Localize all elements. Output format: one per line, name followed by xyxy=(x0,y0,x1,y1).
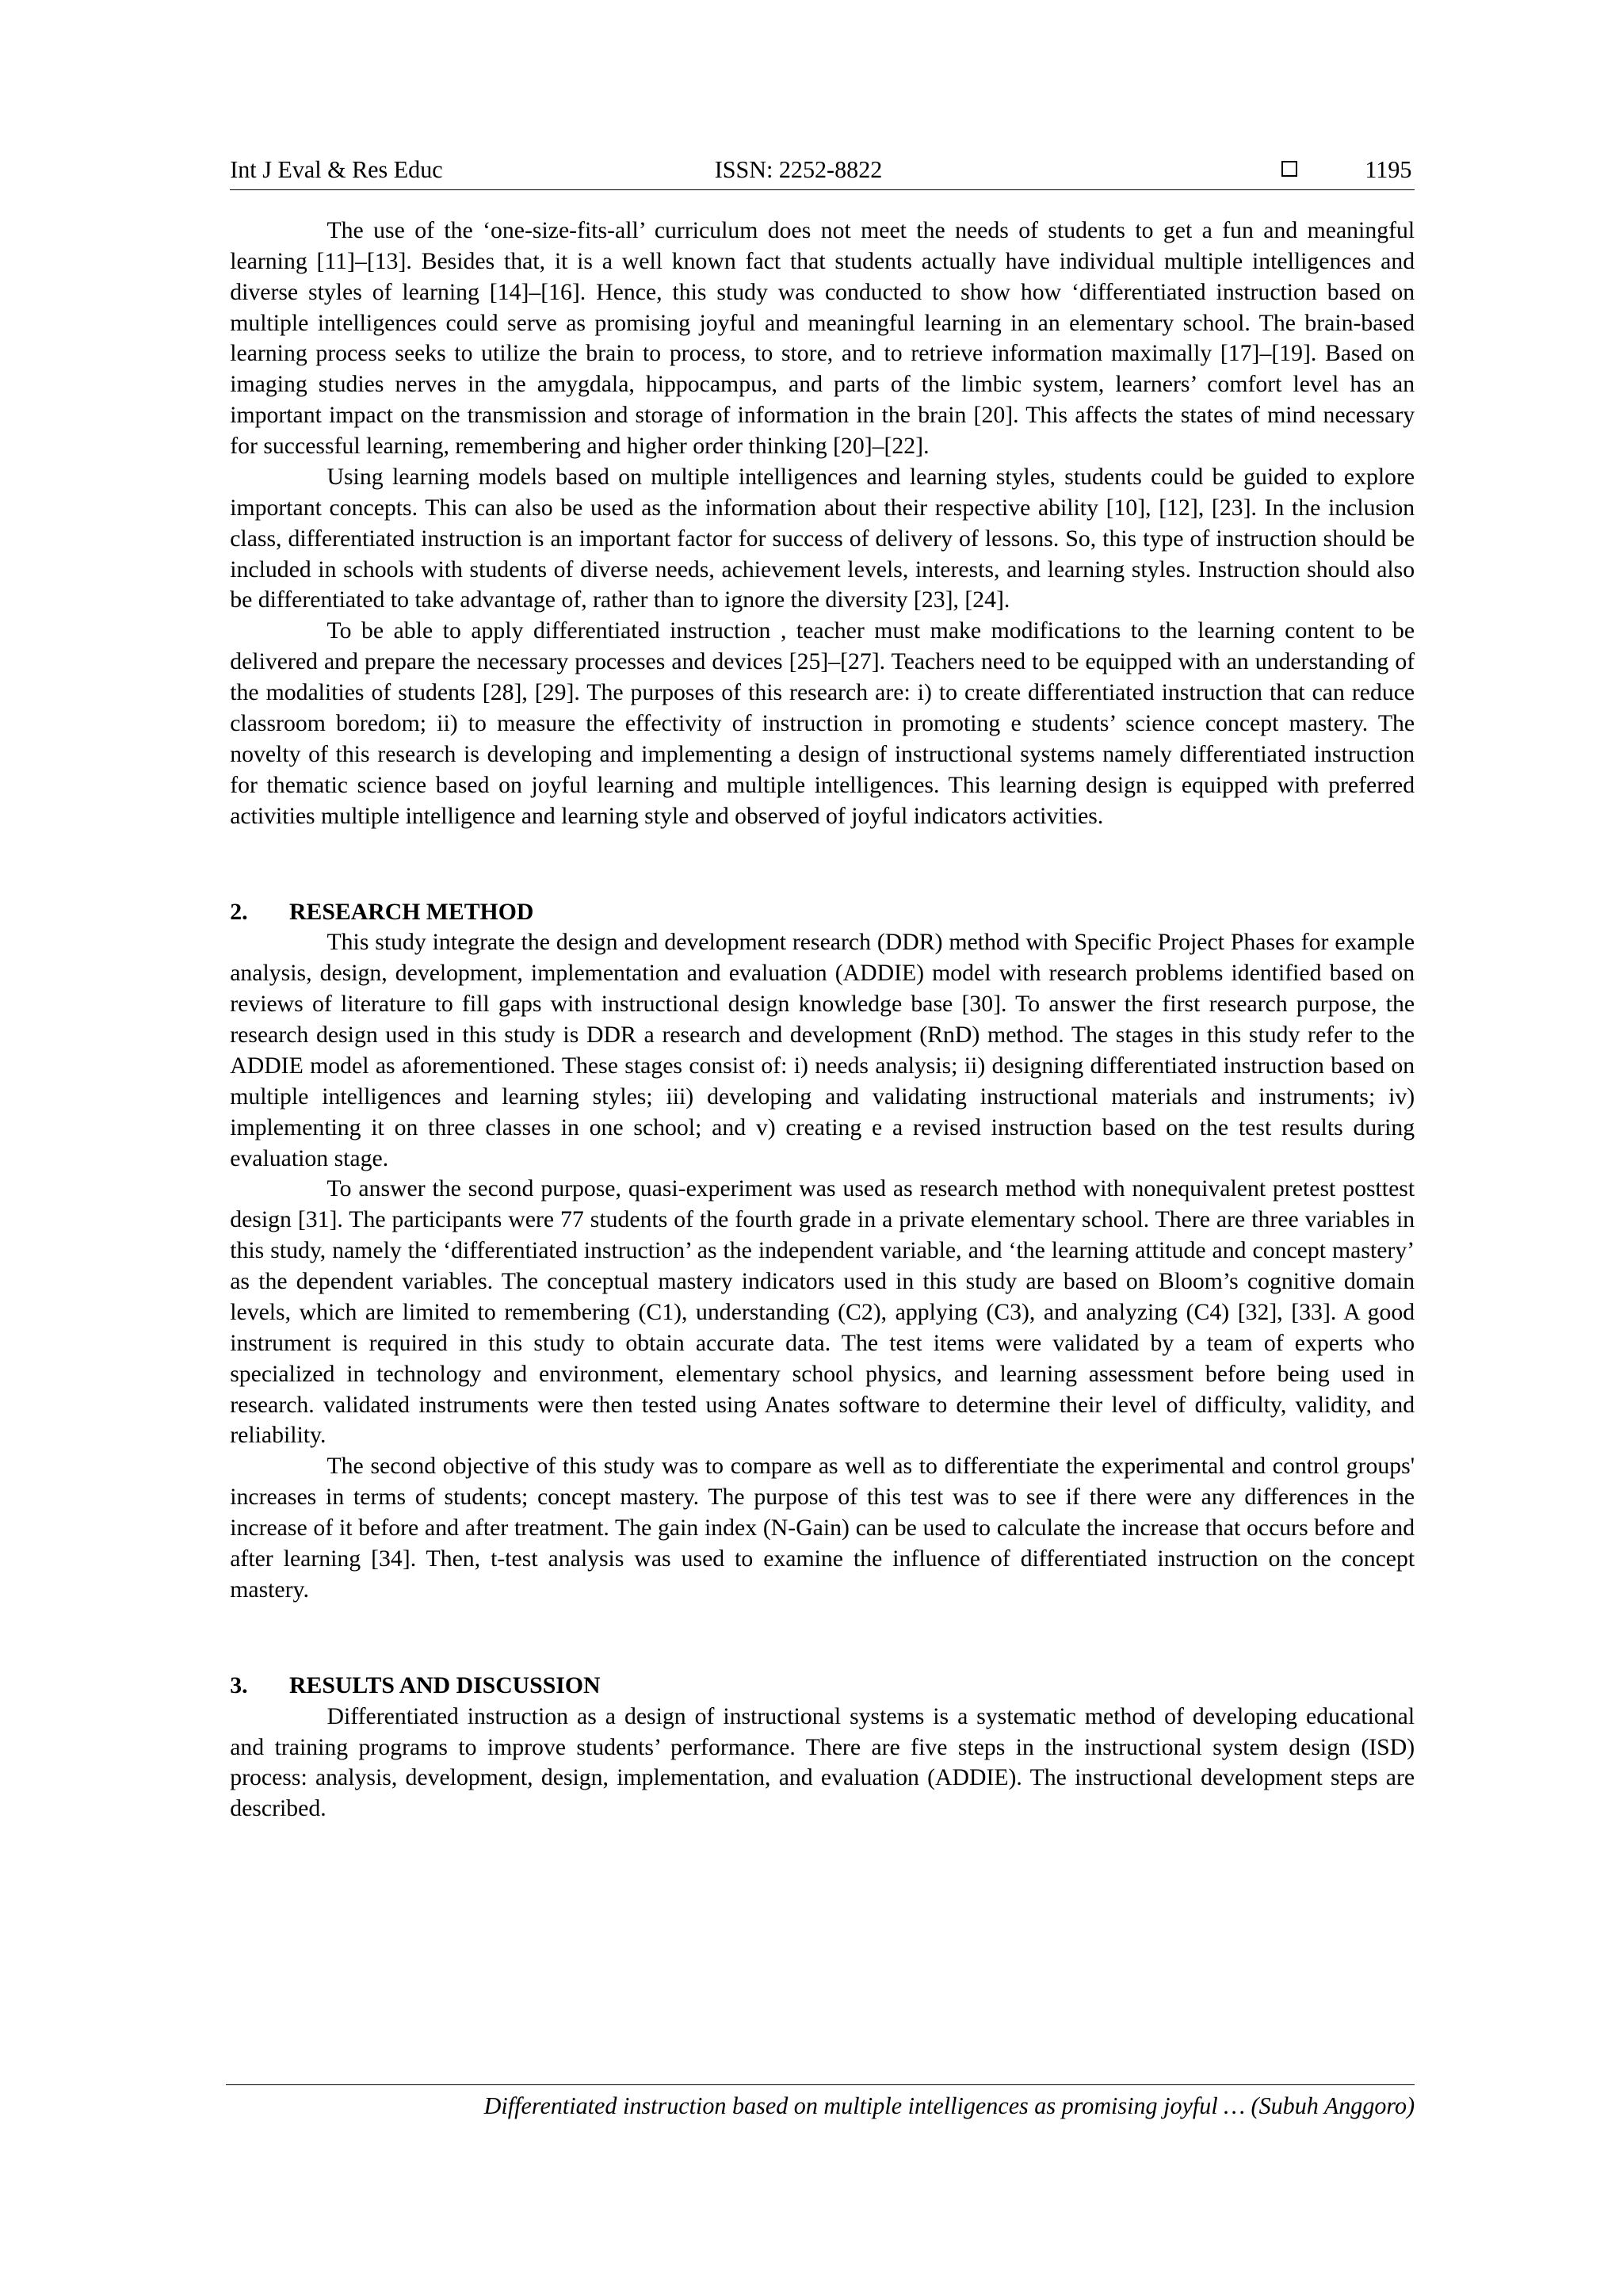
section-heading-results xyxy=(230,1671,1415,1702)
method-paragraph-2: To answer the second purpose, quasi-experiment was used as research method with nonequivalent pretest posttest design [31]. The participants were 77 students of the fourth grade in a private elementary school. There are three variables in this study, namely the ‘differentiated instruction’ as the independent variable, and ‘the learning attitude and concept mastery’ as the dependent variables. The conceptual mastery indicators used in this study are based on Bloom’s cognitive domain levels, which are limited to remembering (C1), understanding (C2), applying (C3), and analyzing (C4) [32], [33]. A good instrument is required in this study to obtain accurate data. The test items were validated by a team of experts who specialized in technology and environment, elementary school physics, and learning assessment before being used in research. validated instruments were then tested using Anates software to determine their level of difficulty, validity, and reliability. xyxy=(230,1175,1415,1449)
square-bullet-icon xyxy=(1281,161,1297,177)
intro-paragraph-1: The use of the ‘one-size-fits-all’ curriculum does not meet the needs of students to get a fun and meaningful learning [11]–[13]. Besides that, it is a well known fact that students actually have individual multiple intelligences and diverse styles of learning [14]–[16]. Hence, this study was conducted to show how ‘differentiated instruction based on multiple intelligences could serve as promising joyful and meaningful learning in an elementary school. The brain-based learning process seeks to utilize the brain to process, to store, and to retrieve information maximally [17]–[19]. Based on imaging studies nerves in the amygdala, hippocampus, and parts of the limbic system, learners’ comfort level has an important impact on the transmission and storage of information in the brain [20]. This affects the states of mind necessary for successful learning, remembering and higher order thinking [20]–[22]. xyxy=(230,216,1415,460)
results-paragraph-1: Differentiated instruction as a design of instructional systems is a systematic method of developing educational and training programs to improve students’ performance. There are five steps in the instructional system design (ISD) process: analysis, development, design, implementation, and evaluation (ADDIE). The instructional development steps are described. xyxy=(230,1702,1415,1822)
section-number: 2. xyxy=(230,898,248,925)
section-number: 3. xyxy=(230,1671,248,1698)
page-number: 1195 xyxy=(1365,156,1412,184)
section-heading-research-method xyxy=(230,897,1415,928)
intro-paragraph-3: To be able to apply differentiated instruction , teacher must make modifications to the learning content to be delivered and prepare the necessary processes and devices [25]–[27]. Teachers need to be equipped with an understanding of the modalities of students [28], [29]. The purposes of this research are: i) to create differentiated instruction that can reduce classroom boredom; ii) to measure the effectivity of instruction in promoting e students’ science concept mastery. The novelty of this research is developing and implementing a design of instructional systems namely differentiated instruction for thematic science based on joyful learning and multiple intelligences. This learning design is equipped with preferred activities multiple intelligence and learning style and observed of joyful indicators activities. xyxy=(230,617,1415,829)
section-title: RESEARCH METHOD xyxy=(289,898,534,925)
journal-name: Int J Eval & Res Educ xyxy=(230,156,443,184)
running-title: Differentiated instruction based on multiple intelligences as promising joyful … (Subuh Anggoro) xyxy=(483,2092,1415,2120)
section-title: RESULTS AND DISCUSSION xyxy=(289,1671,601,1698)
method-paragraph-3: The second objective of this study was to compare as well as to differentiate the experimental and control groups' increases in terms of students; concept mastery. The purpose of this test was to see if there were any differences in the increase of it before and after treatment. The gain index (N-Gain) can be used to calculate the increase that occurs before and after learning [34]. Then, t-test analysis was used to examine the influence of differentiated instruction on the concept mastery. xyxy=(230,1453,1415,1603)
intro-paragraph-2: Using learning models based on multiple intelligences and learning styles, students could be guided to explore important concepts. This can also be used as the information about their respective ability [10], [12], [23]. In the inclusion class, differentiated instruction is an important factor for success of delivery of lessons. So, this type of instruction should be included in schools with students of diverse needs, achievement levels, interests, and learning styles. Instruction should also be differentiated to take advantage of, rather than to ignore the diversity [23], [24]. xyxy=(230,463,1415,613)
issn: ISSN: 2252-8822 xyxy=(714,156,883,184)
page-footer xyxy=(226,2084,1415,2120)
body-text xyxy=(230,216,1415,1824)
method-paragraph-1: This study integrate the design and development research (DDR) method with Specific Project Phases for example analysis, design, development, implementation and evaluation (ADDIE) model with research problems identified based on reviews of literature to fill gaps with instructional design knowledge base [30]. To answer the first research purpose, the research design used in this study is DDR a research and development (RnD) method. The stages in this study refer to the ADDIE model as aforementioned. These stages consist of: i) needs analysis; ii) designing differentiated instruction based on multiple intelligences and learning styles; iii) developing and validating instructional materials and instruments; iv) implementing it on three classes in one school; and v) creating e a revised instruction based on the test results during evaluation stage. xyxy=(230,929,1415,1171)
page-header xyxy=(230,152,1415,190)
